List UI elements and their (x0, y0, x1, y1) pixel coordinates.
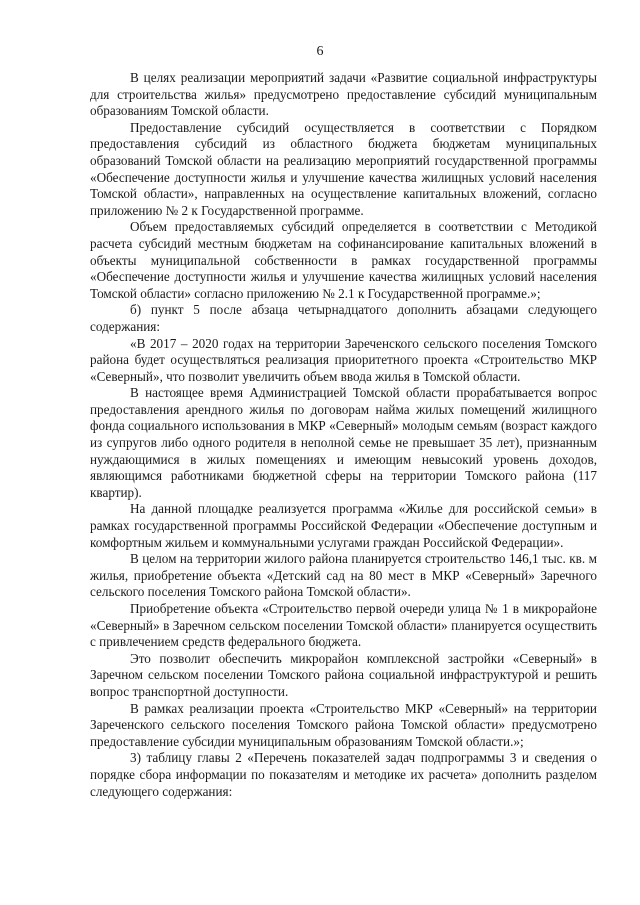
paragraph-subsidies-procedure: Предоставление субсидий осуществляется в соответствии с Порядком предоставления субсидий из областного бюджета бюджетам муниципальных образований Томской области на реализацию мероприятий государственной программы «Обеспечение доступности жилья и улучшение качества жилищных условий населения Томской области», направленных на осуществление капитальных вложений, согласно приложению № 2 к Государственной программе. (90, 119, 597, 218)
paragraph-item-3: 3) таблицу главы 2 «Перечень показателей задач подпрограммы 3 и сведения о порядке сбора информации по показателям и методике их расчета» дополнить разделом следующего содержания: (90, 750, 597, 799)
document-body (90, 70, 597, 800)
paragraph-subsidies-intro: В целях реализации мероприятий задачи «Развитие социальной инфраструктуры для строительства жилья» предусмотрено предоставление субсидий муниципальным образованиям Томской области. (90, 70, 597, 119)
paragraph-construction-total: В целом на территории жилого района планируется строительство 146,1 тыс. кв. м жилья, приобретение объекта «Детский сад на 80 мест в МКР «Северный» Заречного сельского поселения Томского района Томской области». (90, 551, 597, 600)
paragraph-project-2017-2020: «В 2017 – 2020 годах на территории Зареченского сельского поселения Томского района будет осуществляться реализация приоритетного проекта «Строительство МКР «Северный», что позволит увеличить объем ввода жилья в Томской области. (90, 335, 597, 384)
paragraph-item-b: б) пункт 5 после абзаца четырнадцатого дополнить абзацами следующего содержания: (90, 302, 597, 334)
paragraph-subsidies-volume: Объем предоставляемых субсидий определяется в соответствии с Методикой расчета субсидий местным бюджетам на софинансирование капитальных вложений в объекты муниципальной собственности в рамках государственной программы «Обеспечение доступности жилья и улучшение качества жилищных условий населения Томской области» согласно приложению № 2.1 к Государственной программе.»; (90, 219, 597, 301)
page-number: 6 (316, 44, 324, 59)
paragraph-rental-housing: В настоящее время Администрацией Томской области прорабатывается вопрос предоставления арендного жилья по договорам найма жилых помещений жилищного фонда социального использования в МКР «Северный» молодым семьям (возраст каждого из супругов либо одного родителя в неполной семье не превышает 35 лет), признанным нуждающимися в жилых помещениях и имеющим невысокий уровень доходов, являющимся работниками бюджетной сферы на территории Томского района (117 квартир). (90, 385, 597, 500)
paragraph-project-subsidy: В рамках реализации проекта «Строительство МКР «Северный» на территории Зареченского сельского поселения Томского района Томской области» предусмотрено предоставление субсидии муниципальным образованиям Томской области.»; (90, 700, 597, 749)
paragraph-program-housing: На данной площадке реализуется программа «Жилье для российской семьи» в рамках государственной программы Российской Федерации «Обеспечение доступным и комфортным жильем и коммунальными услугами граждан Российской Федерации». (90, 501, 597, 550)
paragraph-street-acquisition: Приобретение объекта «Строительство первой очереди улица № 1 в микрорайоне «Северный» в Заречном сельском поселении Томской области» планируется осуществить с привлечением средств федерального бюджета. (90, 601, 597, 650)
paragraph-infrastructure: Это позволит обеспечить микрорайон комплексной застройки «Северный» в Заречном сельском поселении Томского района социальной инфраструктурой и решить вопрос транспортной доступности. (90, 650, 597, 699)
